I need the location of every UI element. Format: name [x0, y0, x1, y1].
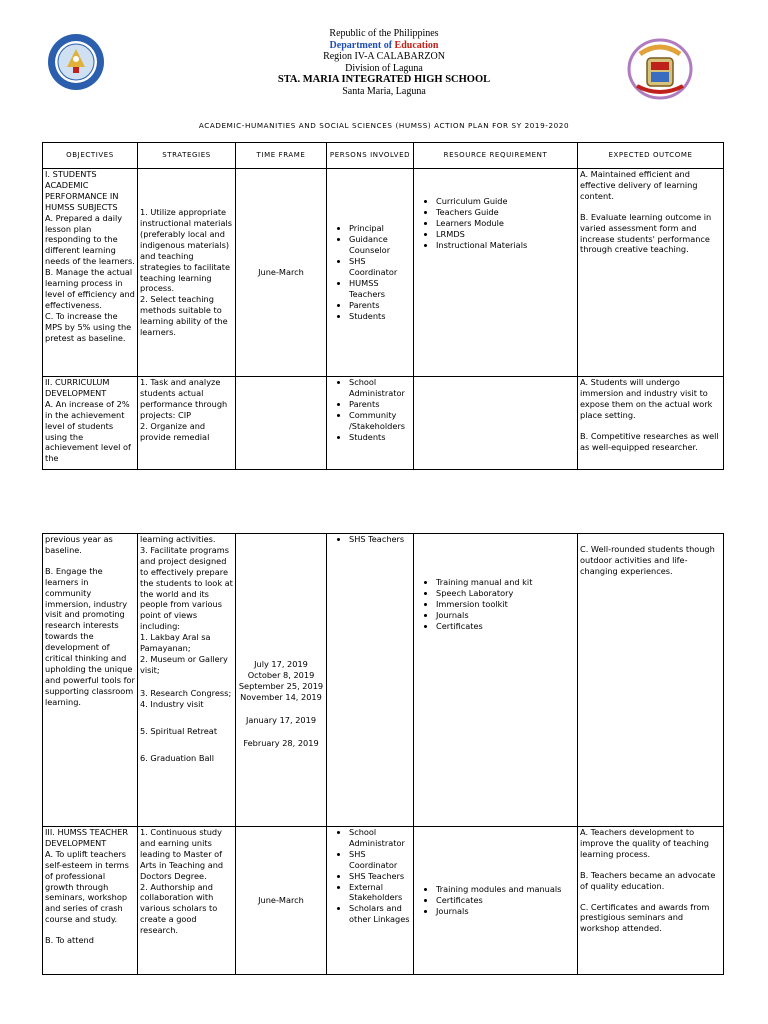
list-item: • Students — [349, 432, 411, 443]
list-item: • Students — [349, 311, 411, 322]
objectives-cell — [43, 534, 138, 827]
table-row — [43, 534, 724, 827]
outcome-a: A. Maintained efficient and effective delivery of learning content. — [580, 169, 698, 201]
objectives-b: B. Engage the learners in community immersion, industry visit and promoting research interests towards the development of critical thinking and upholding the unique and powerful tools for supporting classroom learning. — [45, 565, 135, 707]
resources-cell — [414, 534, 578, 827]
strategies-cell: 1. Utilize appropriate instructional materials (preferably local and indigenous materials) and teaching strategies to facilitate teaching learning process. 2. Select teaching methods suitable to learning ability of the learners. — [138, 169, 236, 377]
list-item: • Training manual and kit — [436, 577, 575, 588]
education-label: Education — [394, 39, 439, 51]
table-row — [43, 169, 724, 377]
persons-list — [329, 827, 411, 925]
outcome-cell — [578, 827, 724, 975]
list-item: • SHS Coordinator — [349, 256, 411, 278]
department-line — [0, 40, 768, 52]
timeframe-cell — [236, 377, 327, 470]
list-item: • Journals — [436, 610, 575, 621]
persons-list — [329, 534, 411, 545]
action-plan-table-page1 — [42, 142, 724, 470]
letterhead — [0, 28, 768, 97]
col-strategies: STRATEGIES — [138, 143, 236, 169]
timeframe-cell: June-March — [236, 169, 327, 377]
persons-cell — [327, 534, 414, 827]
list-item: • SHS Coordinator — [349, 849, 411, 871]
resources-cell — [414, 377, 578, 470]
objectives-cell: II. CURRICULUM DEVELOPMENT A. An increase of 2% in the achievement level of students using the achievement level of the — [43, 377, 138, 470]
outcome-c: C. Certificates and awards from prestigious seminars and workshop attended. — [580, 901, 710, 934]
list-item: • Parents — [349, 399, 411, 410]
strategies-c: 5. Spiritual Retreat — [140, 725, 218, 736]
list-item: • Certificates — [436, 895, 575, 906]
outcome-cell — [578, 377, 724, 470]
outcome-a: A. Students will undergo immersion and industry visit to expose them on the actual work place setting. — [580, 377, 713, 420]
list-item: • HUMSS Teachers — [349, 278, 411, 300]
list-item: • Certificates — [436, 621, 575, 632]
list-item: • School Administrator — [349, 377, 411, 399]
list-item: • Guidance Counselor — [349, 234, 411, 256]
action-plan-table-page2 — [42, 533, 724, 975]
list-item: • Curriculum Guide — [436, 196, 575, 207]
table-row — [43, 377, 724, 470]
timeframe-b: January 17, 2019 — [245, 714, 317, 725]
objectives-a: III. HUMSS TEACHER DEVELOPMENT A. To uplift teachers self-esteem in terms of professional growth through seminars, workshop and series of crash course and study. — [45, 827, 129, 925]
list-item: • Teachers Guide — [436, 207, 575, 218]
school-name: STA. MARIA INTEGRATED HIGH SCHOOL — [277, 74, 491, 85]
strategies-a: learning activities. 3. Facilitate programs and project designed to effectively prepare the students to look at the world and its people from various point of views including: 1. Lakbay Aral sa Pamayanan; 2. Museum or Gallery visit; — [140, 534, 233, 675]
timeframe-c: February 28, 2019 — [243, 737, 319, 748]
objectives-cell: I. STUDENTS ACADEMIC PERFORMANCE IN HUMSS SUBJECTS A. Prepared a daily lesson plan responding to the different learning needs of the learners. B. Manage the actual learning process in level of efficiency and effectiveness. C. To increase the MPS by 5% using the pretest as baseline. — [43, 169, 138, 377]
strategies-cell: 1. Task and analyze students actual performance through projects: CIP 2. Organize and provide remedial — [138, 377, 236, 470]
timeframe-cell: June-March — [236, 827, 327, 975]
region-line: Region IV-A CALABARZON — [323, 51, 445, 62]
col-time-frame: TIME FRAME — [236, 143, 327, 169]
list-item: • External Stakeholders — [349, 882, 411, 904]
list-item: • Speech Laboratory — [436, 588, 575, 599]
list-item: • Immersion toolkit — [436, 599, 575, 610]
list-item: • Scholars and other Linkages — [349, 903, 411, 925]
col-resource-requirement: RESOURCE REQUIREMENT — [414, 143, 578, 169]
list-item: • School Administrator — [349, 827, 411, 849]
resources-cell — [414, 827, 578, 975]
document-title: ACADEMIC-HUMANITIES AND SOCIAL SCIENCES (HUMSS) ACTION PLAN FOR SY 2019-2020 — [198, 121, 570, 130]
objectives-a: previous year as baseline. — [45, 534, 113, 555]
persons-cell — [327, 169, 414, 377]
timeframe-cell — [236, 534, 327, 827]
strategies-cell: 1. Continuous study and earning units leading to Master of Arts in Teaching and Doctors Degree. 2. Authorship and collaboration with various scholars to create a good research. — [138, 827, 236, 975]
table-header-row — [43, 143, 724, 169]
persons-list — [329, 377, 411, 442]
list-item: • SHS Teachers — [349, 871, 411, 882]
strategies-d: 6. Graduation Ball — [140, 752, 215, 763]
outcome-b: B. Evaluate learning outcome in varied assessment form and increase students' performance through creative teaching. — [580, 211, 712, 255]
outcome-cell: C. Well-rounded students though outdoor activities and life-changing experiences. — [578, 534, 724, 827]
strategies-cell — [138, 534, 236, 827]
list-item: • LRMDS — [436, 229, 575, 240]
col-objectives: OBJECTIVES — [43, 143, 138, 169]
list-item: • Learners Module — [436, 218, 575, 229]
strategies-b: 3. Research Congress; 4. Industry visit — [140, 687, 232, 709]
objectives-b: B. To attend — [45, 935, 94, 946]
school-location: Santa Maria, Laguna — [342, 85, 426, 97]
list-item: • Journals — [436, 906, 575, 917]
outcome-cell — [578, 169, 724, 377]
outcome-b: B. Competitive researches as well as well-equipped researcher. — [580, 430, 719, 452]
list-item: • Instructional Materials — [436, 240, 575, 251]
division-line: Division of Laguna — [345, 62, 423, 74]
table-row — [43, 827, 724, 975]
list-item: • SHS Teachers — [349, 534, 411, 545]
col-persons-involved: PERSONS INVOLVED — [327, 143, 414, 169]
resources-cell — [414, 169, 578, 377]
list-item: • Community /Stakeholders — [349, 410, 411, 432]
list-item: • Parents — [349, 300, 411, 311]
list-item: • Training modules and manuals — [436, 884, 575, 895]
list-item: • Principal — [349, 223, 411, 234]
persons-cell — [327, 827, 414, 975]
resources-list — [416, 577, 575, 632]
department-label: Department of — [329, 39, 395, 51]
objectives-cell — [43, 827, 138, 975]
resources-list — [416, 196, 575, 251]
republic-line: Republic of the Philippines — [329, 28, 439, 39]
col-expected-outcome: EXPECTED OUTCOME — [578, 143, 724, 169]
outcome-a: A. Teachers development to improve the quality of teaching learning process. — [580, 827, 709, 859]
persons-list — [329, 223, 411, 321]
persons-cell — [327, 377, 414, 470]
outcome-b: B. Teachers became an advocate of quality education. — [580, 869, 716, 891]
timeframe-a: July 17, 2019 October 8, 2019 September 25, 2019 November 14, 2019 — [238, 659, 324, 702]
resources-list — [416, 884, 575, 917]
